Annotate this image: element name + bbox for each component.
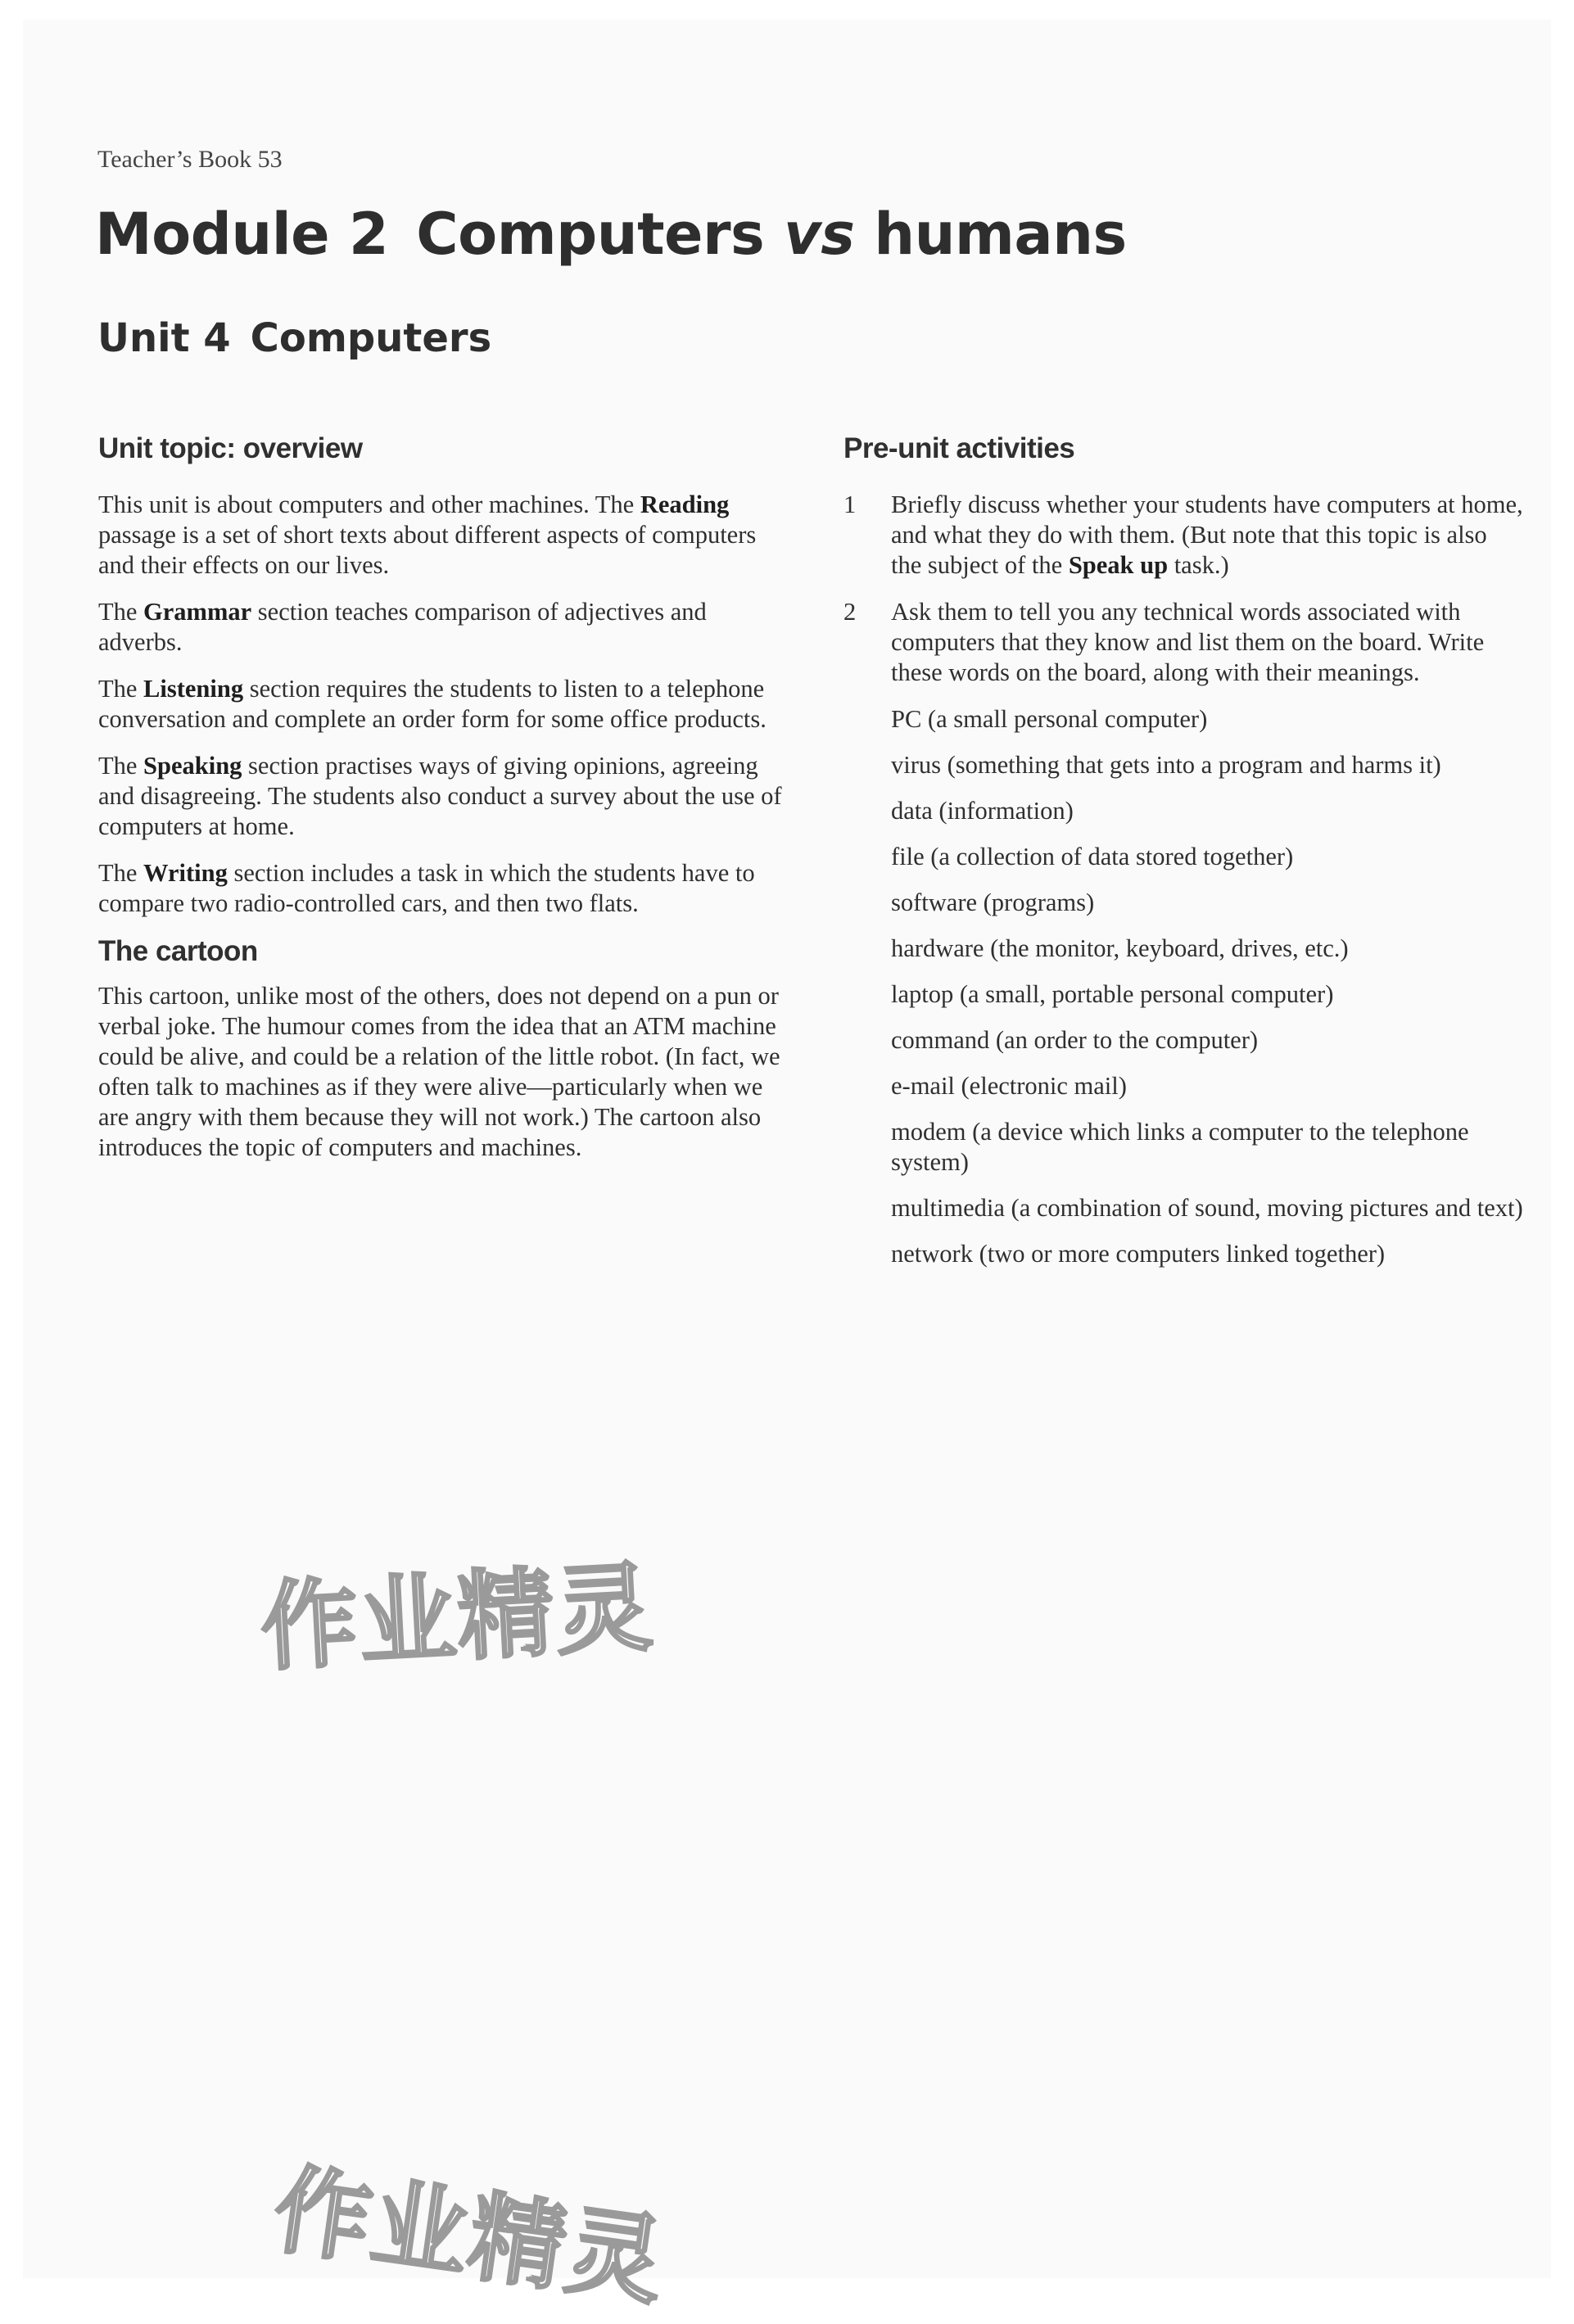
term-item: data (information) [891,797,1074,825]
watermark: 作业精灵 [258,1550,657,1684]
module-title-b: humans [874,201,1127,268]
unit-label: Unit 4 [97,315,231,361]
unit-name: Computers [250,315,492,361]
activity-text: Briefly discuss whether your students have computers at home, and what they do with them. (But note that this topic is also the subject of the Speak up task.) [891,491,1523,579]
term-item: laptop (a small, portable personal computer) [891,980,1334,1008]
term-item: PC (a small personal computer) [891,705,1208,733]
term-item: file (a collection of data stored together) [891,843,1294,870]
activity-text: Ask them to tell you any technical words associated with computers that they know and list them on the board. Write these words on the board, along with their meanings. [891,598,1485,686]
running-head: Teacher’s Book 53 [97,146,283,173]
term-item: e-mail (electronic mail) [891,1072,1127,1100]
cartoon-paragraph: This cartoon, unlike most of the others, does not depend on a pun or verbal joke. The humour comes from the idea that an ATM machine could be alive, and could be a relation of the little robot. (In fact, we often talk to machines as if they were alive—particularly when we are angry with them because they will not work.) The cartoon also introduces the topic of computers and machines. [98,982,780,1161]
term-item: hardware (the monitor, keyboard, drives, etc.) [891,934,1349,962]
cartoon-heading: The cartoon [98,935,258,967]
module-title-vs: vs [784,201,855,268]
right-column [844,432,1523,1285]
activity-item-2 [844,597,1523,688]
term-list [891,704,1523,1269]
overview-paragraph-listening: The Listening section requires the students to listen to a telephone conversation and complete an order form for some office products. [98,675,767,733]
module-title [95,201,1127,268]
term-item: modem (a device which links a computer to the telephone system) [891,1118,1469,1176]
overview-paragraph-speaking: The Speaking section practises ways of giving opinions, agreeing and disagreeing. The students also conduct a survey about the use of computers at home. [98,752,782,840]
left-column [98,432,782,1179]
term-item: multimedia (a combination of sound, moving pictures and text) [891,1194,1523,1222]
overview-heading: Unit topic: overview [98,432,363,464]
module-title-a: Computers [416,201,765,268]
overview-paragraph-reading: This unit is about computers and other machines. The Reading passage is a set of short texts about different aspects of computers and their effects on our lives. [98,491,757,579]
unit-title [97,315,491,361]
activity-number: 2 [844,598,857,626]
pre-unit-heading: Pre-unit activities [844,432,1075,464]
overview-paragraph-writing: The Writing section includes a task in which the students have to compare two radio-controlled cars, and then two flats. [98,859,755,917]
term-item: network (two or more computers linked together) [891,1240,1386,1268]
term-item: software (programs) [891,888,1095,916]
overview-paragraph-grammar: The Grammar section teaches comparison of adjectives and adverbs. [98,598,707,656]
watermark: 作业精灵 [267,2152,672,2319]
activity-item-1 [844,490,1523,581]
module-label: Module 2 [95,201,389,268]
term-item: virus (something that gets into a program and harms it) [891,751,1441,779]
activity-number: 1 [844,491,857,518]
term-item: command (an order to the computer) [891,1026,1259,1054]
